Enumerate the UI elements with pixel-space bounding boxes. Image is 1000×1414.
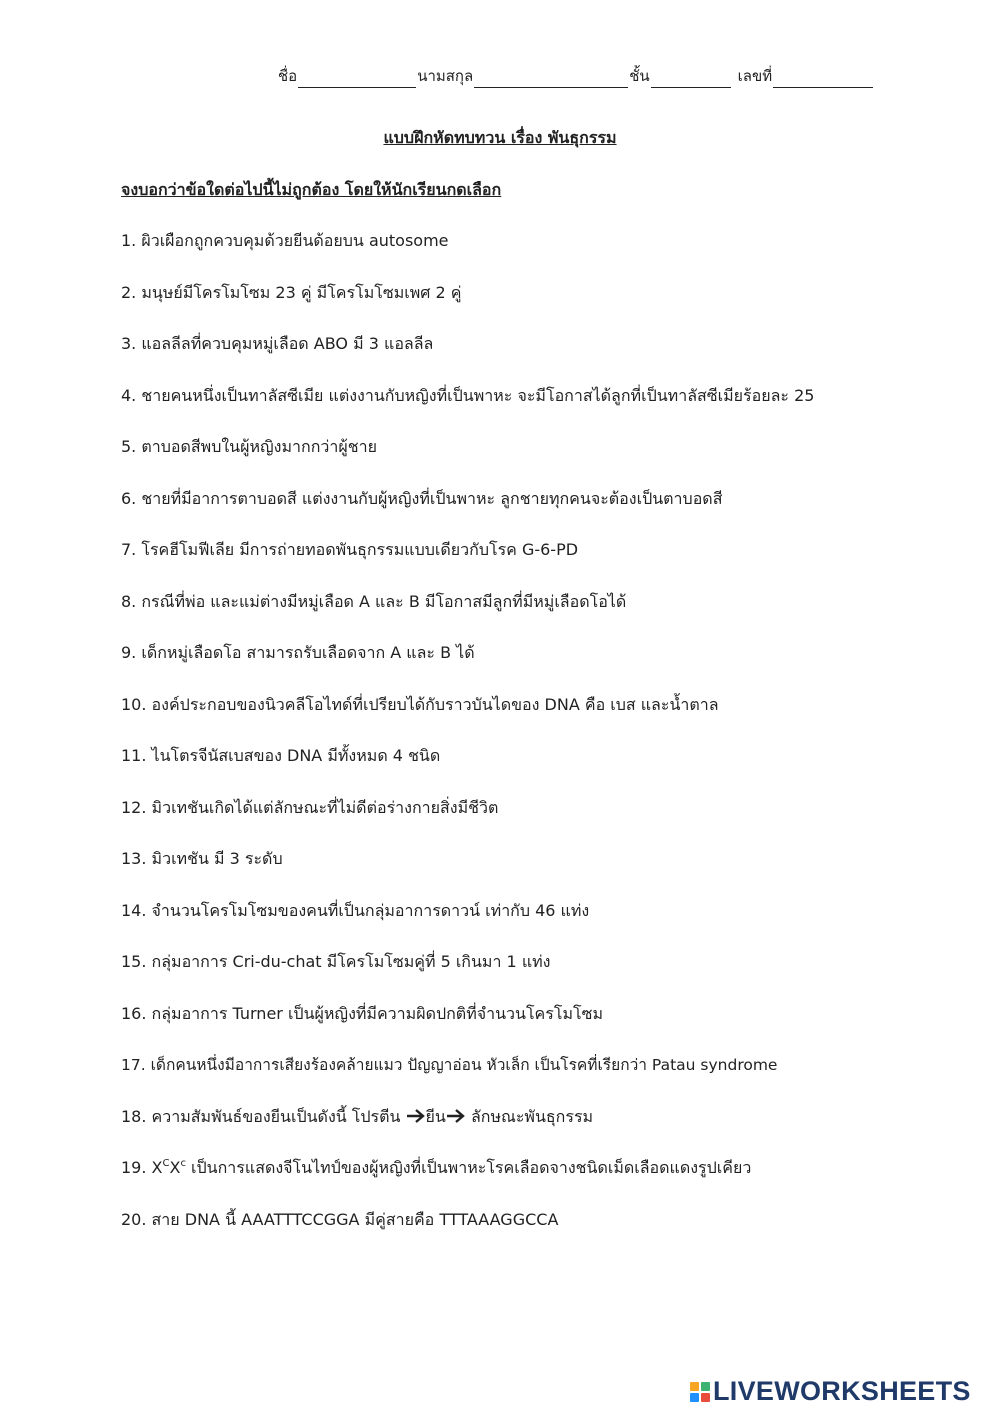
logo-square [690, 1393, 699, 1402]
question-item[interactable]: 4. ชายคนหนึ่งเป็นทาลัสซีเมีย แต่งงานกับหญิงที่เป็นพาหะ จะมีโอกาสได้ลูกที่เป็นทาลัสซีเมียร้อยละ 25 [121, 385, 815, 405]
q18-prefix: 18. ความสัมพันธ์ของยีนเป็นดังนี้ โปรตีน [121, 1106, 401, 1126]
logo-square [701, 1382, 710, 1391]
q18-suffix: ลักษณะพันธุกรรม [465, 1106, 594, 1126]
question-item[interactable]: 5. ตาบอดสีพบในผู้หญิงมากกว่าผู้ชาย [121, 437, 377, 456]
question-item[interactable]: 12. มิวเทชันเกิดได้แต่ลักษณะที่ไม่ดีต่อร่างกายสิ่งมีชีวิต [121, 797, 499, 817]
class-label: ชั้น [629, 67, 650, 85]
q19-text: เป็นการแสดงจีโนไทป์ของผู้หญิงที่เป็นพาหะโรคเลือดจางชนิดเม็ดเลือดแดงรูปเคียว [185, 1158, 752, 1177]
logo-square [690, 1382, 699, 1391]
surname-blank [474, 73, 628, 88]
question-item[interactable]: 13. มิวเทชัน มี 3 ระดับ [121, 849, 283, 868]
number-label: เลขที่ [737, 67, 773, 85]
question-item[interactable]: 6. ชายที่มีอาการตาบอดสี แต่งงานกับผู้หญิงที่เป็นพาหะ ลูกชายทุกคนจะต้องเป็นตาบอดสี [121, 488, 723, 508]
question-item[interactable]: 20. สาย DNA นี้ AAATTTCCGGA มีคู่สายคือ TTTAAAGGCCA [121, 1209, 559, 1229]
question-item[interactable]: 17. เด็กคนหนึ่งมีอาการเสียงร้องคล้ายแมว ปัญญาอ่อน หัวเล็ก เป็นโรคที่เรียกว่า Patau syndrome [121, 1056, 778, 1074]
q18-middle: ยีน [425, 1106, 446, 1126]
right-arrow-icon [446, 1107, 466, 1131]
question-item[interactable]: 9. เด็กหมู่เลือดโอ สามารถรับเลือดจาก A และ B ได้ [121, 643, 475, 662]
worksheet-title: แบบฝึกหัดทบทวน เรื่อง พันธุกรรม [383, 128, 617, 147]
question-item[interactable]: 7. โรคฮีโมฟีเลีย มีการถ่ายทอดพันธุกรรมแบบเดียวกับโรค G-6-PD [121, 540, 579, 559]
genotype-x: X [151, 1158, 163, 1177]
student-info-line [278, 64, 888, 88]
instruction-text: จงบอกว่าข้อใดต่อไปนี้ไม่ถูกต้อง โดยให้นักเรียนกดเลือก [121, 180, 502, 199]
question-item[interactable]: 14. จำนวนโครโมโซมของคนที่เป็นกลุ่มอาการดาวน์ เท่ากับ 46 แท่ง [121, 900, 590, 920]
question-item[interactable]: 16. กลุ่มอาการ Turner เป็นผู้หญิงที่มีความผิดปกติที่จำนวนโครโมโซม [121, 1003, 603, 1023]
allele-superscript: C [162, 1158, 170, 1169]
surname-label: นามสกุล [417, 67, 474, 85]
right-arrow-icon [406, 1107, 426, 1131]
liveworksheets-logo [690, 1376, 971, 1407]
number-blank [773, 73, 873, 88]
logo-text: LIVEWORKSHEETS [713, 1376, 971, 1406]
allele-superscript: c [180, 1158, 186, 1169]
question-item[interactable] [121, 1105, 941, 1157]
genotype-x: X [169, 1158, 181, 1177]
question-item[interactable]: 2. มนุษย์มีโครโมโซม 23 คู่ มีโครโมโซมเพศ 2 คู่ [121, 282, 462, 302]
question-item[interactable]: 15. กลุ่มอาการ Cri-du-chat มีโครโมโซมคู่ที่ 5 เกินมา 1 แท่ง [121, 952, 551, 971]
question-item[interactable]: 1. ผิวเผือกถูกควบคุมด้วยยีนด้อยบน autosome [121, 231, 449, 250]
question-item[interactable]: 3. แอลลีลที่ควบคุมหมู่เลือด ABO มี 3 แอลลีล [121, 334, 434, 353]
question-item[interactable]: 8. กรณีที่พ่อ และแม่ต่างมีหมู่เลือด A และ B มีโอกาสมีลูกที่มีหมู่เลือดโอได้ [121, 591, 627, 611]
name-blank [298, 73, 416, 88]
logo-square [701, 1393, 710, 1402]
question-item[interactable]: 11. ไนโตรจีนัสเบสของ DNA มีทั้งหมด 4 ชนิด [121, 746, 441, 765]
q19-number: 19. [121, 1158, 147, 1177]
question-list [121, 229, 941, 1259]
class-blank [651, 73, 731, 88]
name-label: ชื่อ [278, 67, 298, 85]
question-item[interactable] [121, 1156, 941, 1208]
question-item[interactable]: 10. องค์ประกอบของนิวคลีโอไทด์ที่เปรียบได้กับราวบันไดของ DNA คือ เบส และน้ำตาล [121, 694, 719, 714]
logo-grid-icon [690, 1382, 710, 1402]
